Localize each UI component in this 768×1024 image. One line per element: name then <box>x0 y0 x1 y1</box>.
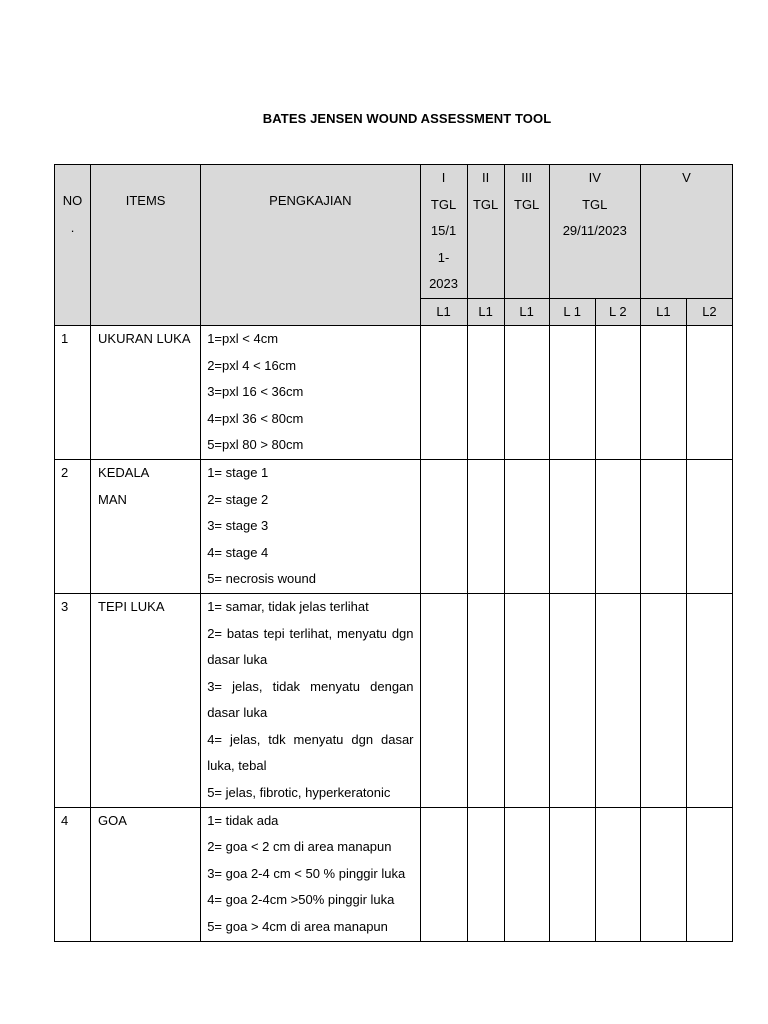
score-cell[interactable] <box>420 807 467 941</box>
document-title: BATES JENSEN WOUND ASSESSMENT TOOL <box>262 111 552 126</box>
header-col-ii: II TGL <box>467 165 504 299</box>
header-col-iii: III TGL <box>504 165 549 299</box>
score-cell[interactable] <box>467 459 504 593</box>
table-row <box>55 807 733 941</box>
score-cell[interactable] <box>504 807 549 941</box>
subheader-cell: L 1 <box>549 298 595 325</box>
score-cell[interactable] <box>420 325 467 459</box>
row-number: 1 <box>55 325 91 459</box>
header-col-v: V <box>640 165 732 299</box>
header-col-i: I TGL 15/1 1- 2023 <box>420 165 467 299</box>
score-cell[interactable] <box>504 325 549 459</box>
assessment-table <box>54 164 733 942</box>
row-assessment: 1=pxl < 4cm 2=pxl 4 < 16cm 3=pxl 16 < 36cm 4=pxl 36 < 80cm 5=pxl 80 > 80cm <box>201 325 420 459</box>
table-header-row <box>55 165 733 299</box>
score-cell[interactable] <box>549 325 595 459</box>
table-row <box>55 325 733 459</box>
score-cell[interactable] <box>549 593 595 807</box>
subheader-cell: L1 <box>467 298 504 325</box>
score-cell[interactable] <box>640 807 686 941</box>
score-cell[interactable] <box>595 593 640 807</box>
header-col-iv: IV TGL 29/11/2023 <box>549 165 640 299</box>
score-cell[interactable] <box>504 593 549 807</box>
subheader-cell: L1 <box>640 298 686 325</box>
score-cell[interactable] <box>595 807 640 941</box>
score-cell[interactable] <box>504 459 549 593</box>
score-cell[interactable] <box>549 459 595 593</box>
score-cell[interactable] <box>686 459 732 593</box>
score-cell[interactable] <box>595 459 640 593</box>
table-row <box>55 459 733 593</box>
subheader-cell: L1 <box>504 298 549 325</box>
row-number: 4 <box>55 807 91 941</box>
row-item: UKURAN LUKA <box>91 325 201 459</box>
score-cell[interactable] <box>420 459 467 593</box>
table-row <box>55 593 733 807</box>
score-cell[interactable] <box>549 807 595 941</box>
score-cell[interactable] <box>640 593 686 807</box>
score-cell[interactable] <box>595 325 640 459</box>
row-number: 3 <box>55 593 91 807</box>
header-pengkajian: PENGKAJIAN <box>201 165 420 326</box>
subheader-cell: L1 <box>420 298 467 325</box>
score-cell[interactable] <box>686 807 732 941</box>
row-assessment: 1= stage 1 2= stage 2 3= stage 3 4= stage 4 5= necrosis wound <box>201 459 420 593</box>
subheader-cell: L 2 <box>595 298 640 325</box>
subheader-cell: L2 <box>686 298 732 325</box>
score-cell[interactable] <box>640 459 686 593</box>
row-item: TEPI LUKA <box>91 593 201 807</box>
row-item: GOA <box>91 807 201 941</box>
row-number: 2 <box>55 459 91 593</box>
header-no: NO . <box>55 165 91 326</box>
score-cell[interactable] <box>686 325 732 459</box>
score-cell[interactable] <box>467 593 504 807</box>
score-cell[interactable] <box>467 325 504 459</box>
score-cell[interactable] <box>420 593 467 807</box>
score-cell[interactable] <box>640 325 686 459</box>
score-cell[interactable] <box>467 807 504 941</box>
row-assessment: 1= tidak ada 2= goa < 2 cm di area manapun 3= goa 2-4 cm < 50 % pinggir luka 4= goa 2-4cm >50% pinggir luka 5= goa > 4cm di area manapun <box>201 807 420 941</box>
score-cell[interactable] <box>686 593 732 807</box>
row-assessment: 1= samar, tidak jelas terlihat 2= batas tepi terlihat, menyatu dgn dasar luka 3= jelas, tidak menyatu dengan dasar luka 4= jelas, tdk menyatu dgn dasar luka, tebal 5= jelas, fibrotic, hyperkeratonic <box>201 593 420 807</box>
row-item: KEDALA MAN <box>91 459 201 593</box>
header-items: ITEMS <box>91 165 201 326</box>
